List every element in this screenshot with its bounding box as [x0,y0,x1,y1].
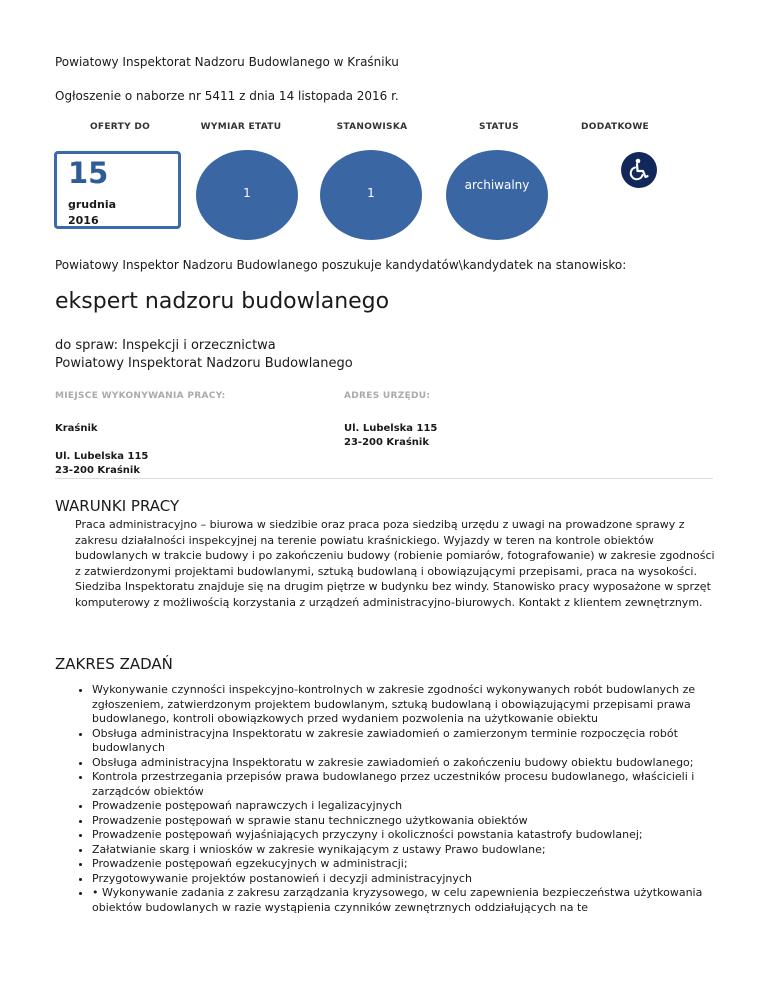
deadline-month-year [68,197,116,229]
notice-number: Ogłoszenie o naborze nr 5411 z dnia 14 listopada 2016 r. [55,89,399,103]
tasks-list [75,683,715,915]
list-item: • Prowadzenie postępowań naprawczych i legalizacyjnych [92,799,715,814]
work-place-address [55,450,148,478]
positions-badge [320,150,422,240]
positions-value: 1 [367,186,375,200]
deadline-month: grudnia [68,198,117,211]
deadline-year: 2016 [68,214,99,227]
header-status: STATUS [479,122,519,132]
conditions-text: Praca administracyjno – biurowa w siedzibie oraz praca poza siedzibą urzędu z uwagi na prowadzone sprawy z zakresu działalności inspekcyjnej na terenie powiatu kraśnickiego. Wyjazdy w teren na kontrole obiektów budowlanych w trakcie budowy i po zakończeniu budowy (robienie pomiarów, fotografowanie) w zakresie zgodności z zatwierdzonymi projektami budowlanymi, sztuką budowlaną i obowiązującymi przepisami, praca na wysokości. Siedziba Inspektoratu znajduje się na drugim piętrze w budynku bez windy. Stanowisko pracy wyposażone w sprzęt komputerowy z możliwością korzystania z urządzeń administracyjno-biurowych. Kontakt z klientem zewnętrznym. [75,518,715,609]
work-address-street: Ul. Lubelska 115 [55,451,149,462]
tasks-heading: ZAKRES ZADAŃ [55,655,173,673]
list-item: • • Wykonywanie zadania z zakresu zarządzania kryzysowego, w celu zapewnienia bezpieczeństwa użytkowania obiektów budowlanych w razie wystąpienia czynników zewnętrznych oddziałujących na te [92,886,715,915]
list-item: • Kontrola przestrzegania przepisów prawa budowlanego przez uczestników procesu budowlanego, właścicieli i zarządców obiektów [92,770,715,799]
organization-title: Powiatowy Inspektorat Nadzoru Budowlanego w Kraśniku [55,55,399,69]
office-line: Powiatowy Inspektorat Nadzoru Budowlanego [55,356,353,371]
list-item: • Załatwianie skarg i wniosków w zakresie wynikającym z ustawy Prawo budowlane; [92,843,715,858]
list-item: • Prowadzenie postępowań w sprawie stanu technicznego użytkowania obiektów [92,814,715,829]
status-badge [446,150,548,240]
deadline-day: 15 [68,156,109,190]
conditions-heading: WARUNKI PRACY [55,497,180,515]
section-divider [55,478,713,479]
wheelchair-icon [621,152,657,188]
header-work-time: WYMIAR ETATU [200,122,282,132]
list-item: • Prowadzenie postępowań egzekucyjnych w administracji; [92,857,715,872]
work-time-badge [196,150,298,240]
header-positions: STANOWISKA [336,122,408,132]
seeking-intro: Powiatowy Inspektor Nadzoru Budowlanego poszukuje kandydatów\kandydatek na stanowisko: [55,258,627,272]
department-line: do spraw: Inspekcji i orzecznictwa [55,338,276,353]
work-address-zip: 23-200 Kraśnik [55,465,140,476]
list-item: • Obsługa administracyjna Inspektoratu w zakresie zawiadomień o zamierzonym terminie rozpoczęcia robót budowlanych [92,727,715,756]
job-title: ekspert nadzoru budowlanego [55,289,390,314]
list-item: • Przygotowywanie projektów postanowień i decyzji administracyjnych [92,872,715,887]
work-place-label: MIEJSCE WYKONYWANIA PRACY: [55,391,226,401]
work-time-value: 1 [243,186,251,200]
list-item: • Obsługa administracyjna Inspektoratu w zakresie zawiadomień o zakończeniu budowy obiektu budowlanego; [92,756,715,771]
office-address-street: Ul. Lubelska 115 [344,423,438,434]
office-address [344,422,437,450]
header-offers-until: OFERTY DO [89,122,151,132]
list-item: • Prowadzenie postępowań wyjaśniających przyczyny i okoliczności powstania katastrofy budowlanej; [92,828,715,843]
work-place-city: Kraśnik [55,423,98,434]
office-address-zip: 23-200 Kraśnik [344,437,429,448]
deadline-date-box [54,151,181,229]
header-additional: DODATKOWE [581,122,649,132]
status-value: archiwalny [464,178,530,192]
office-address-label: ADRES URZĘDU: [344,391,431,401]
list-item: • Wykonywanie czynności inspekcyjno-kontrolnych w zakresie zgodności wykonywanych robót budowlanych ze zgłoszeniem, zatwierdzonym projektem budowlanym, sztuką budowlaną i obowiązującymi przepisami prawa budowlanego, kontroli obowiązkowych przed wydaniem pozwolenia na użytkowanie obiektu [92,683,715,727]
